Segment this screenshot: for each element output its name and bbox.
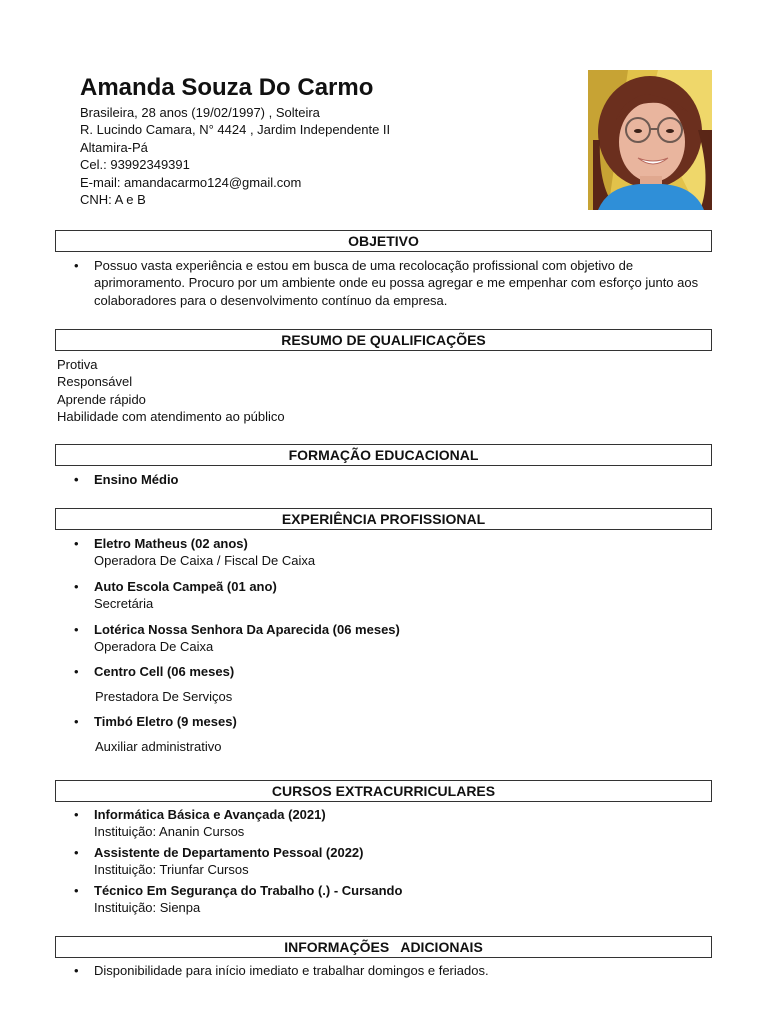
experience-role: Prestadora De Serviços — [95, 688, 233, 704]
section-title-cursos: CURSOS EXTRACURRICULARES — [55, 780, 712, 802]
address: R. Lucindo Camara, N° 4424 , Jardim Independente II — [80, 122, 391, 138]
education-item: • Ensino Médio — [55, 471, 715, 488]
resumo-content — [57, 356, 717, 426]
course-name: • Assistente de Departamento Pessoal (2022) — [94, 844, 364, 860]
driver-license: CNH: A e B — [80, 192, 146, 208]
experience-role: Secretária — [94, 596, 154, 612]
course-item — [55, 882, 715, 917]
objetivo-text: • Possuo vasta experiência e estou em busca de uma recolocação profissional com objetivo de aprimoramento. Procuro por um ambiente onde eu possa agregar e me empenhar com esforço junto aos colaboradores para o desenvolvimento contínuo da empresa. — [55, 257, 715, 309]
course-name: • Técnico Em Segurança do Trabalho (.) - Cursando — [94, 882, 403, 898]
section-title-formacao: FORMAÇÃO EDUCACIONAL — [55, 444, 712, 466]
course-name: • Informática Básica e Avançada (2021) — [94, 807, 326, 822]
qualification-item: Aprende rápido — [57, 391, 146, 407]
experience-item — [55, 621, 715, 656]
experience-company: • Timbó Eletro (9 meses) — [94, 714, 237, 730]
section-title-objetivo: OBJETIVO — [55, 230, 712, 252]
phone: Cel.: 93992349391 — [80, 157, 190, 173]
experience-role: Auxiliar administrativo — [95, 738, 222, 754]
qualification-item: Habilidade com atendimento ao público — [57, 409, 285, 425]
objetivo-content — [55, 257, 715, 309]
experience-company: • Centro Cell (06 meses) — [94, 664, 235, 680]
experience-item — [55, 535, 715, 570]
section-title-adicionais: INFORMAÇÕES ADICIONAIS — [55, 936, 712, 958]
cursos-content — [55, 806, 715, 916]
qualification-item: Responsável — [57, 374, 133, 390]
section-title-resumo: RESUMO DE QUALIFICAÇÕES — [55, 329, 712, 351]
personal-info: Brasileira, 28 anos (19/02/1997) , Solteira — [80, 105, 320, 120]
experience-role: Operadora De Caixa — [94, 639, 214, 655]
city: Altamira-Pá — [80, 139, 148, 155]
course-institution: Instituição: Triunfar Cursos — [94, 862, 249, 878]
resume-header — [80, 74, 560, 208]
candidate-name: Amanda Souza Do Carmo — [80, 74, 374, 101]
experience-company: • Eletro Matheus (02 anos) — [94, 536, 248, 551]
experience-item — [55, 578, 715, 613]
course-institution: Instituição: Ananin Cursos — [94, 824, 245, 840]
formacao-content — [55, 471, 715, 488]
experience-role: Operadora De Caixa / Fiscal De Caixa — [94, 553, 316, 569]
email: E-mail: amandacarmo124@gmail.com — [80, 174, 302, 190]
additional-info-text: • Disponibilidade para início imediato e trabalhar domingos e feriados. — [55, 962, 715, 979]
course-item — [55, 806, 715, 841]
experience-item — [55, 663, 715, 705]
experience-item — [55, 713, 715, 755]
experience-company: • Auto Escola Campeã (01 ano) — [94, 578, 277, 594]
profile-photo — [588, 70, 712, 210]
course-item — [55, 844, 715, 879]
experiencia-content — [55, 535, 715, 755]
experience-company: • Lotérica Nossa Senhora Da Aparecida (06 meses) — [94, 621, 400, 637]
course-institution: Instituição: Sienpa — [94, 900, 201, 916]
section-title-experiencia: EXPERIÊNCIA PROFISSIONAL — [55, 508, 712, 530]
adicionais-content — [55, 962, 715, 979]
qualification-item: Protiva — [57, 357, 98, 372]
